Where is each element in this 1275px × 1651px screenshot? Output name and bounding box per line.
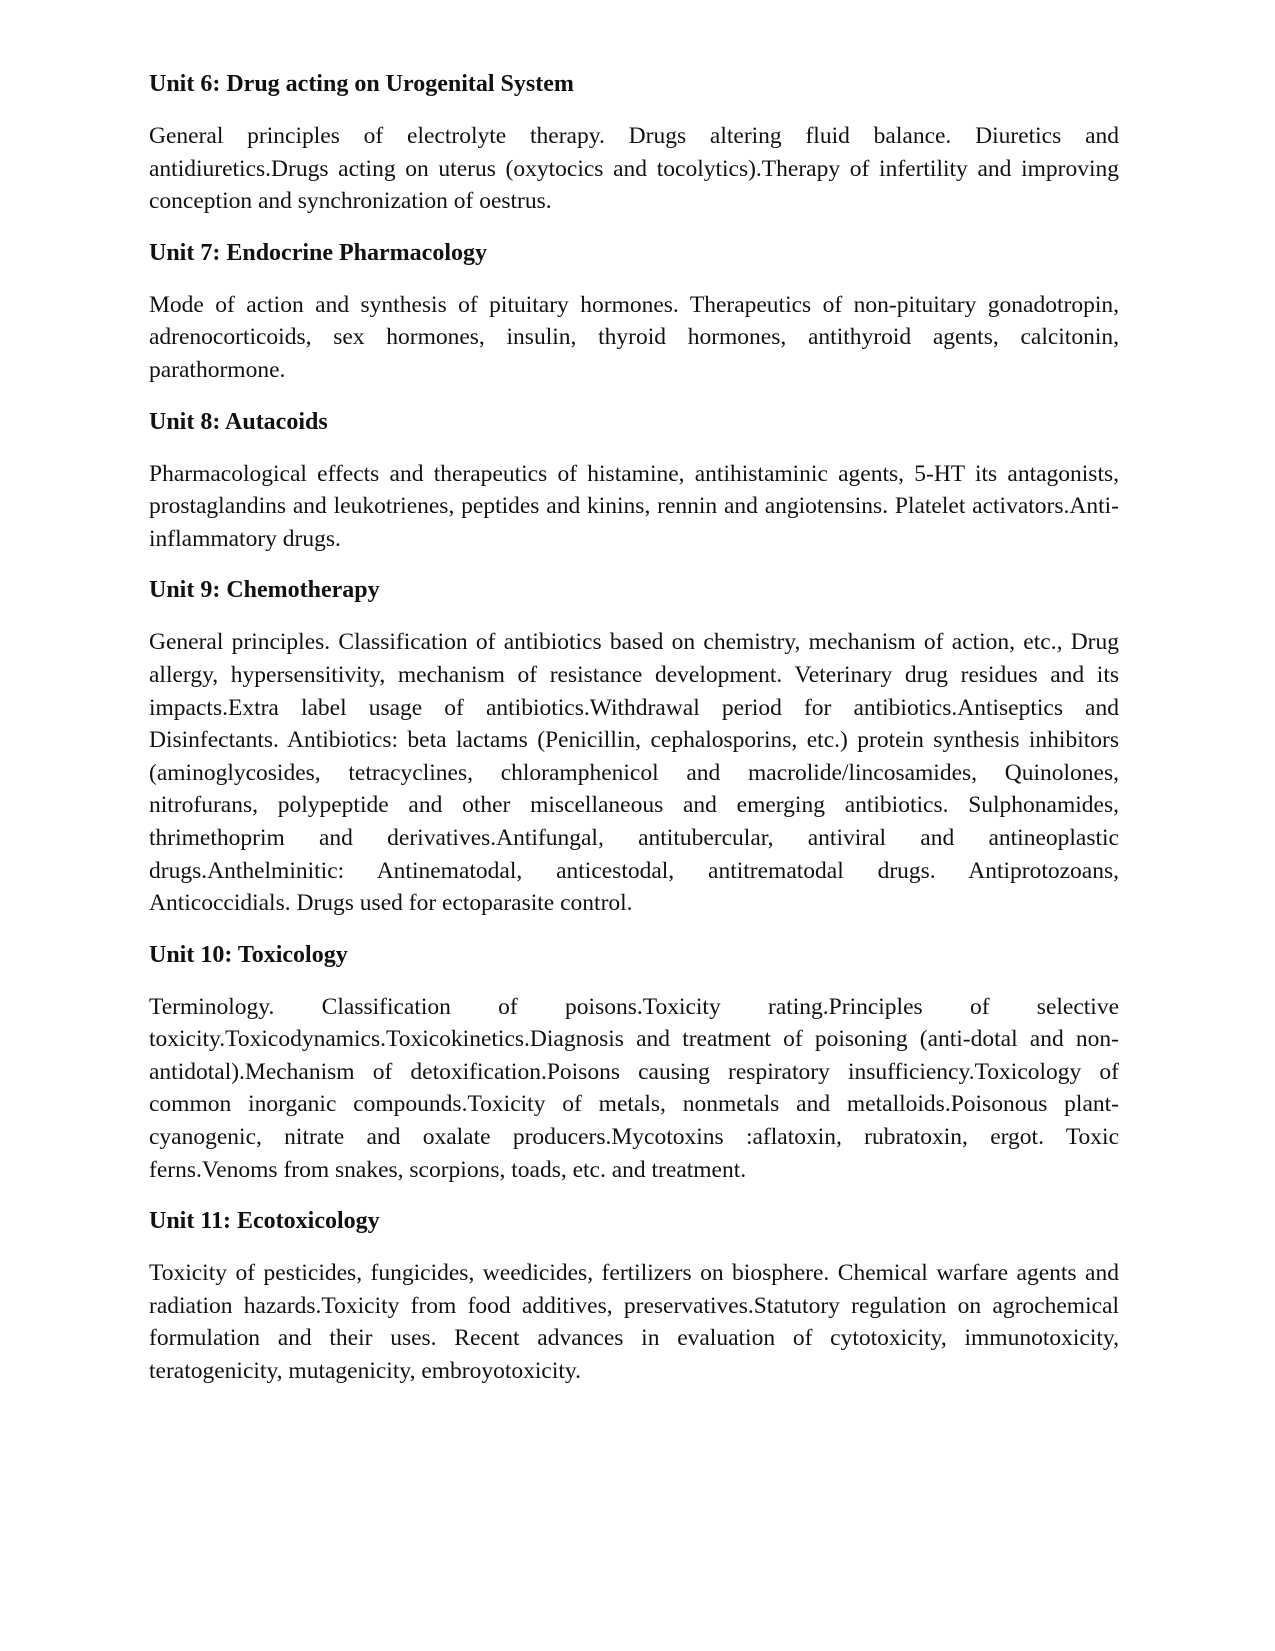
unit-body: Toxicity of pesticides, fungicides, weedicides, fertilizers on biosphere. Chemical warfare agents and radiation hazards.Toxicity from food additives, preservatives.Statutory regulation on agrochemical formulation and their uses. Recent advances in evaluation of cytotoxicity, immunotoxicity, teratogenicity, mutagenicity, embroyotoxicity. — [149, 1260, 1119, 1385]
unit-heading: Unit 9: Chemotherapy — [149, 577, 380, 604]
unit-9-section — [149, 574, 1119, 919]
unit-body: Pharmacological effects and therapeutics of histamine, antihistaminic agents, 5-HT its antagonists, prostaglandins and leukotrienes, peptides and kinins, rennin and angiotensins. Platelet activators.Anti-inflammatory drugs. — [149, 460, 1119, 552]
unit-heading: Unit 8: Autacoids — [149, 408, 328, 435]
unit-body: General principles of electrolyte therapy. Drugs altering fluid balance. Diuretics and antidiuretics.Drugs acting on uterus (oxytocics and tocolytics).Therapy of infertility and improving conception and synchronization of oestrus. — [149, 123, 1119, 215]
unit-11-section — [149, 1205, 1119, 1387]
unit-heading: Unit 11: Ecotoxicology — [149, 1208, 380, 1235]
document-page — [149, 68, 1119, 1407]
unit-7-section — [149, 237, 1119, 387]
unit-body: Terminology. Classification of poisons.Toxicity rating.Principles of selective toxicity.Toxicodynamics.Toxicokinetics.Diagnosis and treatment of poisoning (anti-dotal and non-antidotal).Mechanism of detoxification.Poisons causing respiratory insufficiency.Toxicology of common inorganic compounds.Toxicity of metals, nonmetals and metalloids.Poisonous plant-cyanogenic, nitrate and oxalate producers.Mycotoxins :aflatoxin, rubratoxin, ergot. Toxic ferns.Venoms from snakes, scorpions, toads, etc. and treatment. — [149, 993, 1119, 1183]
unit-8-section — [149, 406, 1119, 556]
unit-6-section — [149, 68, 1119, 218]
unit-body: Mode of action and synthesis of pituitary hormones. Therapeutics of non-pituitary gonadotropin, adrenocorticoids, sex hormones, insulin, thyroid hormones, antithyroid agents, calcitonin, parathormone. — [149, 291, 1119, 383]
unit-heading: Unit 6: Drug acting on Urogenital System — [149, 71, 574, 97]
unit-10-section — [149, 939, 1119, 1187]
unit-body: General principles. Classification of antibiotics based on chemistry, mechanism of action, etc., Drug allergy, hypersensitivity, mechanism of resistance development. Veterinary drug residues and its impacts.Extra label usage of antibiotics.Withdrawal period for antibiotics.Antiseptics and Disinfectants. Antibiotics: beta lactams (Penicillin, cephalosporins, etc.) protein synthesis inhibitors (aminoglycosides, tetracyclines, chloramphenicol and macrolide/lincosamides, Quinolones, nitrofurans, polypeptide and other miscellaneous and emerging antibiotics. Sulphonamides, thrimethoprim and derivatives.Antifungal, antitubercular, antiviral and antineoplastic drugs.Anthelminitic: Antinematodal, anticestodal, antitrematodal drugs. Antiprotozoans, Anticoccidials. Drugs used for ectoparasite control. — [149, 629, 1119, 917]
unit-heading: Unit 7: Endocrine Pharmacology — [149, 239, 487, 266]
unit-heading: Unit 10: Toxicology — [149, 941, 348, 968]
